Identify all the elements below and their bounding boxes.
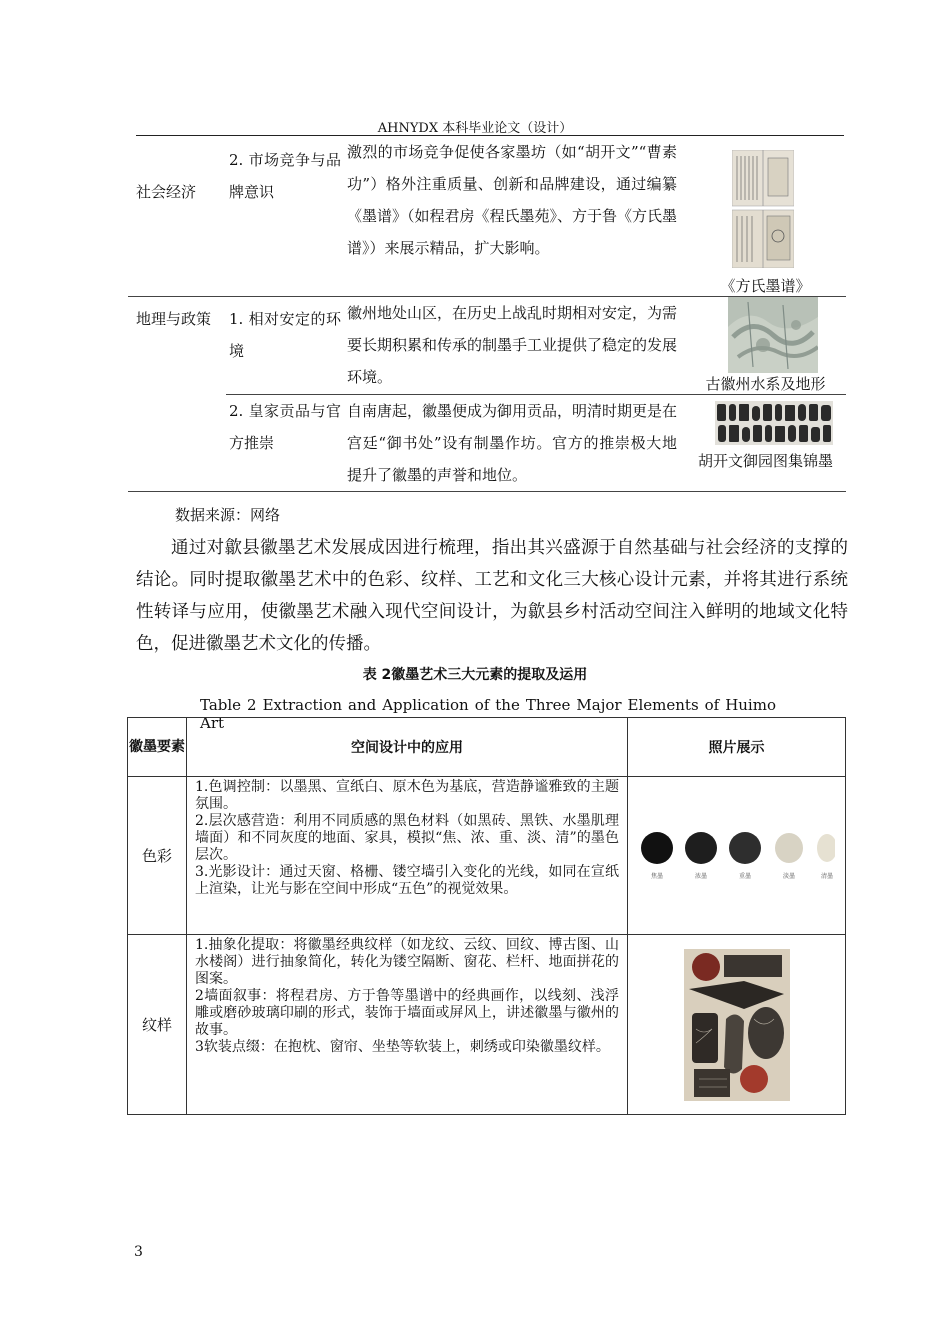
ink-gradient-image [639,826,835,886]
photo-cell [628,777,846,935]
description-cell: 徽州地处山区，在历史上战乱时期相对安定，为需要长期积累和传承的制墨手工业提供了稳定的发展环境。 [347,304,678,386]
page-number: 3 [134,1244,143,1260]
application-line: 1.抽象化提取：将徽墨经典纹样（如龙纹、云纹、回纹、博古图、山水楼阁）进行抽象简化，转化为镂空隔断、窗花、栏杆、地面拼花的图案。 [195,937,619,987]
ink-label: 焦墨 [650,872,663,880]
factor-cell: 2. 市场竞争与品牌意识 [226,136,341,297]
factor-cell: 1. 相对安定的环境 [229,310,341,360]
image-caption: 《方氏墨谱》 [720,277,811,295]
application-line: 1.色调控制：以墨黑、宣纸白、原木色为基底，营造静谧雅致的主题氛围。 [195,779,619,812]
image-cell [685,136,846,297]
header-application: 空间设计中的应用 [187,718,628,777]
application-cell [187,777,628,935]
description-cell: 激烈的市场竞争促使各家墨坊（如“胡开文”“曹素功”）格外注重质量、创新和品牌建设，通过编纂《墨谱》（如程君房《程氏墨苑》、方于鲁《方氏墨谱》）来展示精品，扩大影响。 [341,136,685,297]
image-cell [685,395,846,492]
category-cell: 社会经济 [128,136,226,297]
fangshi-mopu-image [732,150,794,268]
application-line: 2墙面叙事：将程君房、方于鲁等墨谱中的经典画作，以线刻、浅浮雕或磨砂玻璃印刷的形式，装饰于墙面或屏风上，讲述徽墨与徽州的故事。 [195,988,619,1038]
description-cell: 自南唐起，徽墨便成为御用贡品，明清时期更是在宫廷“御书处”设有制墨作坊。官方的推崇极大地提升了徽墨的声誉和地位。 [341,395,685,492]
table2-caption-en: Table 2 Extraction and Application of the Three Major Elements of Huimo Art [200,696,776,732]
image-caption: 胡开文御园图集锦墨 [697,452,833,470]
application-cell [187,935,628,1115]
table-header-row [128,718,846,777]
table2-caption-cn: 表 2徽墨艺术三大元素的提取及运用 [362,667,588,683]
factor-cell: 2. 皇家贡品与官方推崇 [226,395,341,492]
body-paragraph: 通过对歙县徽墨艺术发展成因进行梳理，指出其兴盛源于自然基础与社会经济的支撑的结论。同时提取徽墨艺术中的色彩、纹样、工艺和文化三大核心设计元素，并将其进行系统性转译与应用，使徽墨艺术融入现代空间设计，为歙县乡村活动空间注入鲜明的地域文化特色，促进徽墨艺术文化的传播。 [136,538,848,654]
ink-label: 浓墨 [694,872,707,880]
table-row [128,297,846,395]
header-photo: 照片展示 [628,718,846,777]
table-row [128,777,846,935]
category-cell [128,395,226,492]
ink-label: 清墨 [820,872,833,880]
ink-label: 重墨 [738,872,751,880]
application-line: 2.层次感营造：利用不同质感的黑色材料（如黑砖、黑铁、水墨肌理墙面）和不同灰度的地面、家具，模拟“焦、浓、重、淡、清”的墨色层次。 [195,813,619,863]
element-cell: 纹样 [128,935,187,1115]
image-cell [685,297,846,395]
ink-pattern-collage-image [684,949,790,1101]
category-cell: 地理与政策 [136,310,212,328]
application-line: 3软装点缀：在抱枕、窗帘、坐垫等软装上，刺绣或印染徽墨纹样。 [195,1039,610,1055]
image-caption: 古徽州水系及地形 [705,375,826,393]
source-note: 数据来源：网络 [175,506,281,524]
application-line: 3.光影设计：通过天窗、格栅、镂空墙引入变化的光线，如同在宣纸上渲染，让光与影在空间中形成“五色”的视觉效果。 [195,864,619,897]
element-cell: 色彩 [128,777,187,935]
yuyuantu-ink-set-image [715,401,833,445]
table-row [128,935,846,1115]
elements-table [127,717,846,1115]
factors-table [128,136,846,492]
photo-cell [628,935,846,1115]
table-row [128,136,846,297]
huizhou-terrain-map-image [728,297,818,373]
table-row [128,395,846,492]
header-element: 徽墨要素 [128,718,187,777]
ink-label: 淡墨 [782,872,795,880]
running-header: AHNYDX 本科毕业论文（设计） [377,121,573,136]
